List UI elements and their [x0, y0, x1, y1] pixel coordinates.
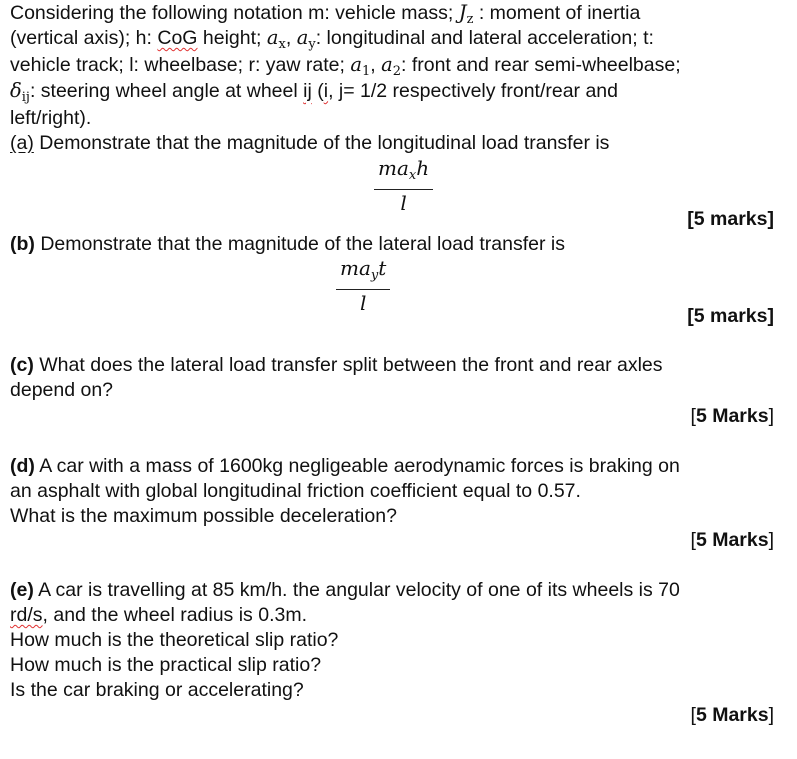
question-a: (a) Demonstrate that the magnitude of the longitudinal load transfer is — [10, 132, 610, 154]
question-e-line-1: (e) A car is travelling at 85 km/h. the angular velocity of one of its wheels is 70 — [10, 579, 680, 601]
delta-symbol: $\delta_{ij}$ — [10, 79, 30, 105]
question-c-line-2: depend on? — [10, 379, 114, 401]
question-e-line-4: How much is the practical slip ratio? — [10, 654, 322, 676]
a1-symbol: $a_1$ — [350, 53, 371, 79]
ax-symbol: $a_x$ — [266, 26, 286, 52]
question-e-line-2: rd/s, and the wheel radius is 0.3m. — [10, 604, 307, 626]
question-c-line-1: (c) What does the lateral load transfer split between the front and rear axles — [10, 354, 663, 376]
intro-line-4: $\delta_{ij}$: steering wheel angle at wheel ij (i, j= 1/2 respectively front/rear and — [10, 79, 619, 105]
cog-word: CoG — [157, 27, 198, 49]
question-d-label: (d) — [10, 455, 35, 477]
question-b-label: (b) — [10, 233, 35, 255]
marks-a: [5 marks] — [687, 208, 774, 230]
jz-symbol: $J_z$ — [458, 1, 474, 27]
formula-a: $ma_xh$ l — [374, 156, 433, 214]
question-e-line-5: Is the car braking or accelerating? — [10, 679, 304, 701]
ay-symbol: $a_y$ — [296, 26, 316, 52]
question-d-line-2: an asphalt with global longitudinal friction coefficient equal to 0.57. — [10, 480, 581, 502]
marks-d: [5 Marks] — [690, 529, 774, 551]
marks-b: [5 marks] — [687, 305, 774, 327]
question-e-line-3: How much is the theoretical slip ratio? — [10, 629, 339, 651]
question-c-label: (c) — [10, 354, 34, 376]
intro-line-3: vehicle track; l: wheelbase; r: yaw rate; $a_1$, $a_2$: front and rear semi-wheelbase; — [10, 53, 681, 79]
a2-symbol: $a_2$ — [381, 53, 401, 79]
question-d-line-3: What is the maximum possible deceleration? — [10, 505, 397, 527]
question-b: (b) Demonstrate that the magnitude of the lateral load transfer is — [10, 233, 565, 255]
marks-e: [5 Marks] — [690, 704, 774, 726]
intro-line-1: Considering the following notation m: vehicle mass; $J_z$ : moment of inertia — [10, 1, 641, 27]
intro-line-2: (vertical axis); h: CoG height; $a_x$, $a_y$: longitudinal and lateral acceleration; t: — [10, 26, 654, 52]
intro-line-5: left/right). — [10, 107, 92, 129]
question-d-line-1: (d) A car with a mass of 1600kg negligeable aerodynamic forces is braking on — [10, 455, 680, 477]
question-e-label: (e) — [10, 579, 34, 601]
marks-c: [5 Marks] — [690, 405, 774, 427]
formula-b: $ma_yt$ l — [336, 256, 390, 314]
question-a-label: (a) — [10, 132, 34, 154]
